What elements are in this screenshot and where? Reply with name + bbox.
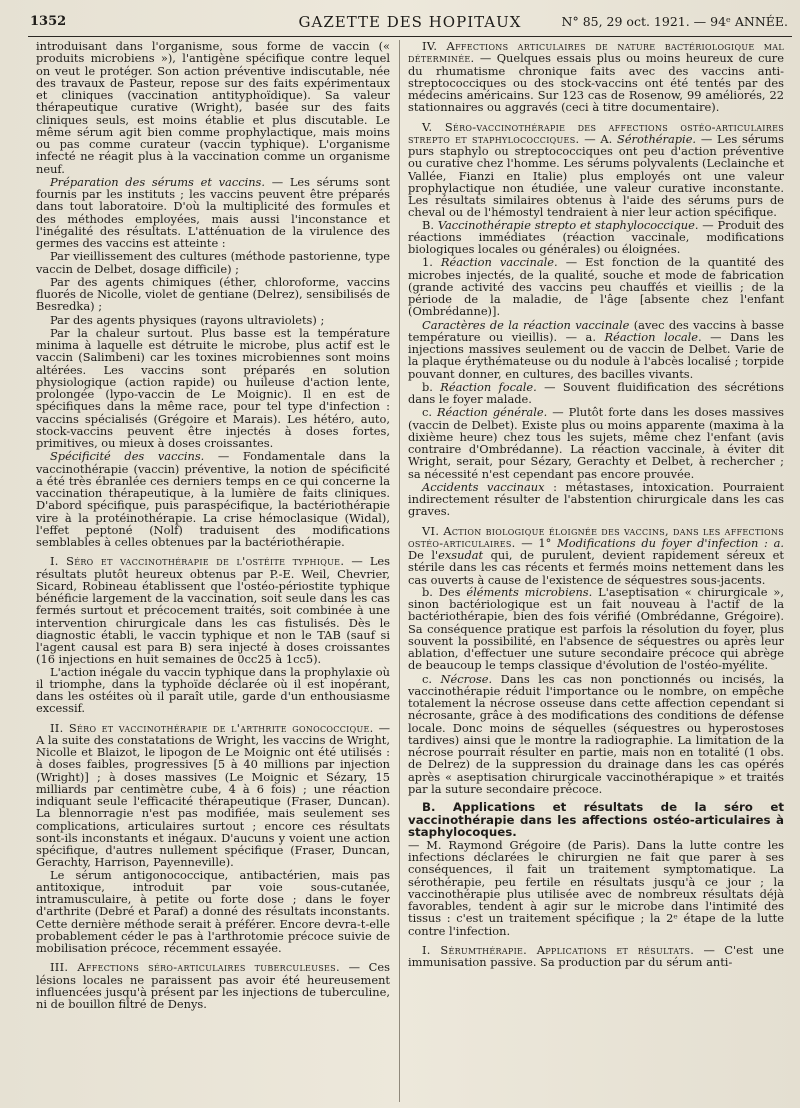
inline-text: (avec des vaccins à basse température ou vieillis). — a.: [408, 317, 784, 344]
inline-text: — Produit des réactions immédiates (réaction vaccinale, modifications biologiques locales ou générales) ou éloignées.: [408, 217, 784, 256]
section-text: — 1°: [515, 535, 558, 550]
inline-text: Dans les cas non ponctionnés ou incisés, la vaccinothérapie réduit l'importance ou le nombre, on empêche totalement la nécrose osseuse dans cette affection cependant si nécrosante, grâce à des modifications des conditions de défense locale. Donc moins de séquelles (séquestres ou hyperostoses tardives) ainsi que le montre la radiographie. La limitation de la nécrose pourrait résulter en partie, mais non en totalité (1 obs. de Delrez) de la suppression du drainage dans les cas opérés après « aseptisation chirurgicale vaccinothérapique » et traités par la suture secondaire précoce.: [408, 671, 784, 796]
section-title: II. Séro et vaccinothérapie de l'arthrite gonococcique.: [50, 720, 374, 735]
section-title: V. Séro-vaccinothérapie des affections ostéo-articulaires strepto et staphylococciques.: [408, 119, 784, 146]
paragraph: [408, 673, 784, 796]
inline-title: Réaction focale.: [440, 379, 537, 394]
paragraph: [408, 406, 784, 480]
paragraph: — M. Raymond Grégoire (de Paris). Dans la lutte contre les infections déclarées le chirurgien ne fait que parer à ses conséquences, il fait un traitement symptomatique. La sérothérapie, peu fertile en résultats jusqu'à ce jour ; la vaccinothérapie plus utilisée avec de nombreux résultats déjà favorables, tendent à agir sur le microbe dans l'intimité des tissus : c'est un traitement spécifique ; la 2ᵉ étape de la lutte contre l'infection.: [408, 837, 784, 938]
section-text: — Les résultats plutôt heureux obtenus par P.-E. Weil, Chevrier, Sicard, Robineau établissent que l'ostéo-périostite typhique bénéficie largement de la vaccination, soit seule dans les cas fermés surtout et précocement traités, soit combinée à une intervention chirurgicale dans les cas fistulisés. Dès le diagnostic établi, le vaccin typhique et non le TAB (sauf si l'agent causal est para B) sera injecté à doses croissantes (16 injections en huit semaines de 0cc25 à 1cc5).: [36, 554, 390, 667]
paragraph: [408, 481, 784, 518]
paragraph: Par des agents chimiques (éther, chloroforme, vaccins fluorés de Nicolle, violet de gentiane (Delrez), sensibilisés de Besredka) ;: [36, 274, 390, 314]
inline-text: c.: [422, 671, 441, 686]
inline-text: — Plutôt forte dans les doses massives (vaccin de Delbet). Existe plus ou moins apparente (maxima à la dixième heure) chez tous les sujets, même chez l'enfant (avis contraire d'Ombrédanne). La réaction vaccinale, à éviter dit Wright, serait, pour Sézary, Gerachty et Delbet, à rechercher ; sa nécessité n'est cependant pas encore prouvée.: [408, 405, 784, 481]
inline-title: Préparation des sérums et vaccins.: [50, 174, 266, 189]
inline-text: : métastases, intoxication. Pourraient indirectement résulter de l'abstention chirurgicale dans les cas graves.: [408, 479, 784, 519]
issue-info: N° 85, 29 oct. 1921. — 94ᵉ ANNÉE.: [561, 14, 788, 29]
inline-text: — Est fonction de la quantité des microbes injectés, de la qualité, souche et mode de fabrication (grande activité des vaccins peu chauffés et vieillis ; de la période de la maladie, de l'âge [absente chez l'enfant (Ombrédanne)].: [408, 255, 784, 319]
inline-text: — Les sérums sont fournis par les instituts ; les vaccins peuvent être préparés dans tout laboratoire. D'où la multiplicité des formules et des méthodes employées, mais aussi l'inconstance et l'inégalité des résultats. L'atténuation de la virulence des germes des vaccins est atteinte :: [36, 174, 390, 250]
inline-title: Modifications du foyer d'infection : a.: [557, 535, 784, 550]
inline-title: Réaction générale.: [436, 405, 548, 420]
section-title: III. Affections séro-articulaires tuberculeuses.: [50, 960, 340, 975]
section-text: — C'est une immunisation passive. Sa production par du sérum anti-: [408, 942, 784, 970]
inline-text: b. Des: [422, 584, 467, 599]
inline-text: 1.: [422, 255, 441, 270]
inline-text: B.: [422, 217, 438, 232]
inline-text: b.: [422, 379, 441, 394]
paragraph: L'action inégale du vaccin typhique dans la prophylaxie où il triomphe, dans la typhoïde déclarée où il est inopérant, dans les ostéites où il paraît utile, garde d'un enthousiasme excessif.: [36, 664, 390, 716]
inline-title: Sérothérapie.: [617, 131, 697, 146]
section-text: — Quelques essais plus ou moins heureux de cure du rhumatisme chronique faits avec des vaccins anti-streptococciques ou des stock-vaccins ont été tentés par des médecins américains. Sur 123 cas de Rosenow, 99 améliorés, 22 stationnaires ou aggravés (ceci à titre documentaire).: [408, 51, 784, 115]
inline-title: Réaction vaccinale.: [440, 255, 558, 270]
section-title: IV. Affections articulaires de nature bactériologique mal déterminée.: [408, 40, 784, 66]
inline-title: Caractères de la réaction vaccinale: [422, 317, 630, 332]
section-heading: [36, 555, 390, 665]
page-number: 1352: [30, 14, 67, 29]
paragraph: [36, 176, 390, 250]
section-text: De l': [408, 548, 439, 562]
paragraph: [408, 219, 784, 256]
inline-title: éléments microbiens.: [466, 584, 593, 599]
journal-title: GAZETTE DES HOPITAUX: [298, 13, 522, 31]
section-text: — A la suite des constatations de Wright, les vaccins de Wright, Nicolle et Blaizot, le lipogon de Le Moignic ont été utilisés : à doses faibles, progressives [5 à 40 millions par injection (Wright)] ; à doses massives (Le Moignic et Sézary, 15 milliards par centimètre cube, 4 à 6 fois) ; une réaction indiquant seule l'efficacité thérapeutique (Fraser, Duncan). La blennorragie n'est pas modifiée, mais seulement ses complications, articulaires surtout ; encore ces résultats sont-ils inconstants et inégaux. D'aucuns y voient une action spécifique, d'autres nullement spécifique (Fraser, Duncan, Gerachty, Harrison, Payenneville).: [36, 720, 390, 870]
page-header: [28, 10, 792, 37]
paragraph: [408, 319, 784, 380]
section-title: I. Séro et vaccinothérapie de l'ostéite typhique.: [50, 554, 345, 569]
section-heading: [36, 961, 390, 1010]
inline-text: — Souvent fluidification des sécrétions dans le foyer malade.: [408, 379, 784, 406]
section-text: — Ces lésions locales ne paraissent pas avoir été heureusement influencées jusqu'à présent par les injections de tuberculine, ni de bouillon filtré de Denys.: [36, 960, 390, 1011]
inline-text: — Dans les injections massives seulement ou de vaccin de Delbet. Varie de la plaque érythémateuse ou du nodule à l'abcès localisé ; torpide pouvant donner, en cultures, des bacilles vivants.: [408, 329, 784, 381]
paragraph: Par la chaleur surtout. Plus basse est la température minima à laquelle est détruite le microbe, plus actif est le vaccin (Salimbeni) car les toxines microbiennes sont moins altérées. Les vaccins sont préparés en solution physiologique (action rapide) ou huileuse d'action lente, prolongée (lypo-vaccin de Le Moignic). Il en est de spécifiques dans la même race, pour tel type d'infection : vaccins spécialisés (Grégoire et Marais). Les hétéro, auto, stock-vaccins peuvent être injectés à doses fortes, primitives, ou mieux à doses croissantes.: [36, 325, 390, 450]
section-heading: [408, 40, 784, 114]
right-column: [408, 40, 784, 1100]
inline-title: Vaccinothérapie strepto et staphylococcique.: [437, 217, 699, 232]
section-text: qui, de purulent, devient rapidement séreux et stérile dans les cas récents et fermés moins nettement dans les cas ouverts à cause de l'existence de séquestres sous-jacents.: [408, 548, 784, 587]
section-heading: [36, 722, 390, 869]
section-text: — Les sérums purs staphylo ou streptococciques ont peu d'action préventive ou curative chez l'homme. Les sérums polyvalents (Leclainche et Vallée, Fianzi en Italie) plus employés ont une valeur prophylactique non étudiée, une valeur curative inconstante. Les résultats similaires obtenus à l'aide des sérums purs de cheval ou de l'hémostyl tendraient à nier leur action spécifique.: [408, 131, 784, 220]
section-heading: B. Applications et résultats de la séro et vaccinothérapie dans les affections ostéo-articulaires à staphylocoques.: [408, 800, 784, 840]
inline-text: c.: [422, 405, 437, 420]
inline-title: Réaction locale.: [604, 329, 702, 344]
column-rule: [399, 40, 400, 1102]
paragraph: Par des agents physiques (rayons ultraviolets) ;: [50, 312, 325, 327]
paragraph: Par vieillissement des cultures (méthode pastorienne, type vaccin de Delbet, dosage difficile) ;: [36, 249, 390, 276]
paragraph: [408, 381, 784, 406]
section-heading: [408, 121, 784, 219]
inline-title: Accidents vaccinaux: [422, 479, 545, 494]
paragraph: introduisant dans l'organisme, sous forme de vaccin (« produits microbiens »), l'antigène spécifique contre lequel on veut le protéger. Son action préventive indiscutable, née des travaux de Pasteur, repose sur des faits expérimentaux et cliniques (vaccination antityphoïdique). Sa valeur thérapeutique curative (Wright), basée sur des faits cliniques seuls, est moins établie et plus discutable. Le même sérum agit bien comme prophylactique, mais moins ou pas comme curateur (vaccin typhique). L'organisme infecté ne réagit plus à la vaccination comme un organisme neuf.: [36, 40, 390, 176]
section-heading: [408, 525, 784, 586]
paragraph: Le sérum antigonococcique, antibactérien, mais pas antitoxique, introduit par voie sous-cutanée, intramusculaire, à petite ou forte dose ; dans le foyer d'arthrite (Debré et Paraf) a donné des résultats inconstants. Cette dernière méthode serait à préférer. Encore devra-t-elle probablement céder le pas à l'arthrotomie précoce suivie de mobilisation précoce, récemment essayée.: [36, 867, 390, 955]
left-column: [36, 40, 390, 1100]
paragraph: [36, 450, 390, 548]
section-text: — A.: [579, 131, 618, 146]
inline-text: L'aseptisation « chirurgicale », sinon bactériologique est un fait nouveau à l'actif de la bactériothérapie, bien des fois vérifié (Ombrédanne, Grégoire). Sa conséquence pratique est parfois la résolution du foyer, plus souvent la possibilité, en l'absence de séquestres ou après leur ablation, d'effectuer une suture secondaire précoce qui abrège de beaucoup le temps classique d'évolution de l'ostéo-myélite.: [408, 584, 784, 673]
section-heading: [408, 944, 784, 969]
inline-title: exsudat: [438, 548, 484, 562]
inline-text: — Fondamentale dans la vaccinothérapie (vaccin) préventive, la notion de spécificité a été très ébranlée ces derniers temps en ce qui concerne la vaccination thérapeutique, à la lumière de faits cliniques. D'abord spécifique, puis paraspécifique, la bactériothérapie vire à la protéinothérapie. La crise hémoclasique (Widal), l'effet peptoné (Nolf) traduisent des modifications semblables à celles obtenues par la bactériothérapie.: [36, 449, 390, 549]
inline-title: Nécrose.: [440, 671, 493, 686]
paragraph: [408, 586, 784, 672]
paragraph: [408, 256, 784, 317]
section-title: I. Sérumthérapie. Applications et résultats.: [422, 942, 695, 957]
section-title: VI. Action biologique éloignée des vaccins, dans les affections ostéo-articulaires.: [408, 523, 784, 550]
inline-title: Spécificité des vaccins.: [50, 449, 205, 464]
